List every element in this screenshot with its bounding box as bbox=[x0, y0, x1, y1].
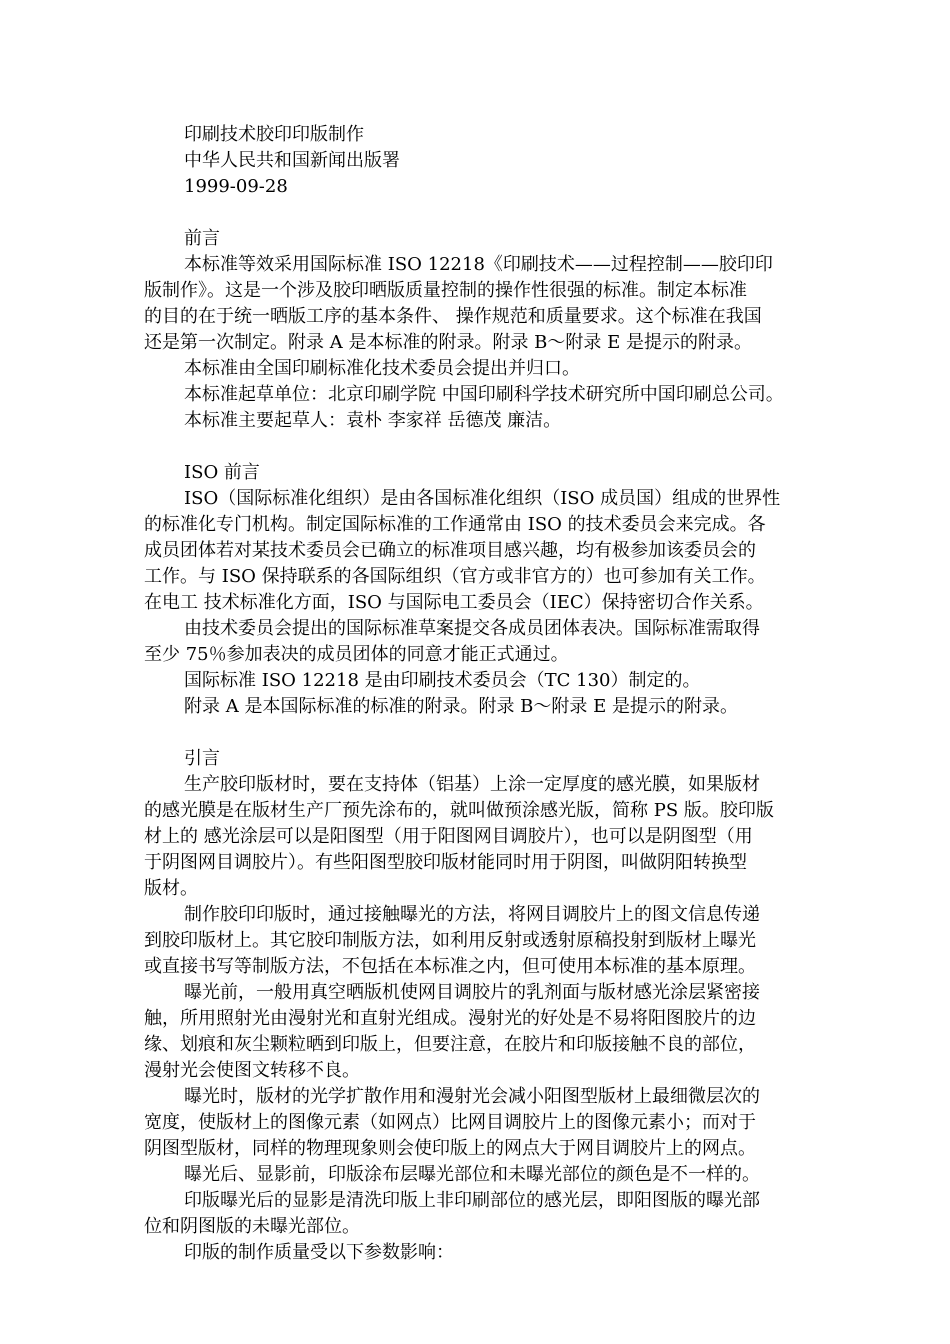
introduction-paragraph bbox=[144, 980, 824, 1084]
foreword-paragraph: 本标准主要起草人：袁朴 李家祥 岳德茂 廉洁。 bbox=[184, 410, 562, 431]
publish-date: 1999-09-28 bbox=[184, 176, 288, 197]
text-line: 曝光前，一般用真空晒版机使网目调胶片的乳剂面与版材感光涂层紧密接 bbox=[184, 982, 760, 1003]
text-line: 工作。与 ISO 保持联系的各国际组织（官方或非官方的）也可参加有关工作。 bbox=[144, 566, 766, 587]
iso-foreword-paragraph: 附录 A 是本国际标准的标准的附录。附录 B～附录 E 是提示的附录。 bbox=[184, 696, 738, 717]
text-line: 曝光时，版材的光学扩散作用和漫射光会减小阳图型版材上最细微层次的 bbox=[184, 1086, 760, 1107]
text-line: ISO（国际标准化组织）是由各国标准化组织（ISO 成员国）组成的世界性 bbox=[184, 488, 781, 509]
text-line: 于阴图网目调胶片）。有些阳图型胶印版材能同时用于阴图，叫做阴阳转换型 bbox=[144, 852, 747, 873]
text-line: 缘、划痕和灰尘颗粒晒到印版上，但要注意，在胶片和印版接触不良的部位， bbox=[144, 1034, 756, 1055]
text-line: 的感光膜是在版材生产厂预先涂布的，就叫做预涂感光版，简称 PS 版。胶印版 bbox=[144, 800, 774, 821]
introduction-paragraph bbox=[144, 902, 824, 980]
text-line: 本标准等效采用国际标准 ISO 12218《印刷技术——过程控制——胶印印 bbox=[184, 254, 773, 275]
foreword-paragraph: 本标准由全国印刷标准化技术委员会提出并归口。 bbox=[184, 358, 580, 379]
introduction-paragraph bbox=[144, 1084, 824, 1162]
text-line: 的标准化专门机构。制定国际标准的工作通常由 ISO 的技术委员会来完成。各 bbox=[144, 514, 766, 535]
text-line: 触，所用照射光由漫射光和直射光组成。漫射光的好处是不易将阳图胶片的边 bbox=[144, 1008, 756, 1029]
text-line: 阴图型版材，同样的物理现象则会使印版上的网点大于网目调胶片上的网点。 bbox=[144, 1138, 756, 1159]
document-page bbox=[144, 122, 824, 1266]
introduction-paragraph bbox=[144, 1188, 824, 1240]
introduction-paragraph bbox=[144, 772, 824, 902]
foreword-heading: 前言 bbox=[184, 228, 220, 249]
foreword-paragraph bbox=[144, 252, 824, 356]
introduction-section bbox=[144, 746, 824, 1266]
document-title: 印刷技术胶印印版制作 bbox=[184, 124, 364, 145]
document-header bbox=[144, 122, 824, 200]
text-line: 材上的 感光涂层可以是阳图型（用于阳图网目调胶片），也可以是阴图型（用 bbox=[144, 826, 753, 847]
foreword-section bbox=[144, 226, 824, 434]
text-line: 生产胶印版材时，要在支持体（铝基）上涂一定厚度的感光膜，如果版材 bbox=[184, 774, 760, 795]
text-line: 还是第一次制定。附录 A 是本标准的附录。附录 B～附录 E 是提示的附录。 bbox=[144, 332, 752, 353]
text-line: 漫射光会使图文转移不良。 bbox=[144, 1060, 360, 1081]
iso-foreword-paragraph bbox=[144, 486, 824, 616]
foreword-paragraph: 本标准起草单位：北京印刷学院 中国印刷科学技术研究所中国印刷总公司。 bbox=[184, 384, 784, 405]
text-line: 位和阴图版的未曝光部位。 bbox=[144, 1216, 360, 1237]
introduction-heading: 引言 bbox=[184, 748, 220, 769]
text-line: 制作胶印印版时，通过接触曝光的方法，将网目调胶片上的图文信息传递 bbox=[184, 904, 760, 925]
text-line: 的目的在于统一晒版工序的基本条件、 操作规范和质量要求。这个标准在我国 bbox=[144, 306, 762, 327]
text-line: 在电工 技术标准化方面，ISO 与国际电工委员会（IEC）保持密切合作关系。 bbox=[144, 592, 764, 613]
iso-foreword-section bbox=[144, 460, 824, 720]
text-line: 成员团体若对某技术委员会已确立的标准项目感兴趣，均有极参加该委员会的 bbox=[144, 540, 756, 561]
text-line: 由技术委员会提出的国际标准草案提交各成员团体表决。国际标准需取得 bbox=[184, 618, 760, 639]
iso-foreword-paragraph bbox=[144, 616, 824, 668]
text-line: 至少 75％参加表决的成员团体的同意才能正式通过。 bbox=[144, 644, 569, 665]
text-line: 宽度，使版材上的图像元素（如网点）比网目调胶片上的图像元素小；而对于 bbox=[144, 1112, 756, 1133]
introduction-paragraph: 印版的制作质量受以下参数影响： bbox=[184, 1242, 454, 1263]
text-line: 版制作》。这是一个涉及胶印晒版质量控制的操作性很强的标准。制定本标准 bbox=[144, 280, 747, 301]
text-line: 或直接书写等制版方法，不包括在本标准之内，但可使用本标准的基本原理。 bbox=[144, 956, 756, 977]
text-line: 版材。 bbox=[144, 878, 198, 899]
text-line: 到胶印版材上。其它胶印制版方法，如利用反射或透射原稿投射到版材上曝光 bbox=[144, 930, 756, 951]
publisher: 中华人民共和国新闻出版署 bbox=[184, 150, 400, 171]
introduction-paragraph: 曝光后、显影前，印版涂布层曝光部位和未曝光部位的颜色是不一样的。 bbox=[184, 1164, 760, 1185]
iso-foreword-paragraph: 国际标准 ISO 12218 是由印刷技术委员会（TC 130）制定的。 bbox=[184, 670, 701, 691]
text-line: 印版曝光后的显影是清洗印版上非印刷部位的感光层，即阳图版的曝光部 bbox=[184, 1190, 760, 1211]
iso-foreword-heading: ISO 前言 bbox=[184, 462, 260, 483]
